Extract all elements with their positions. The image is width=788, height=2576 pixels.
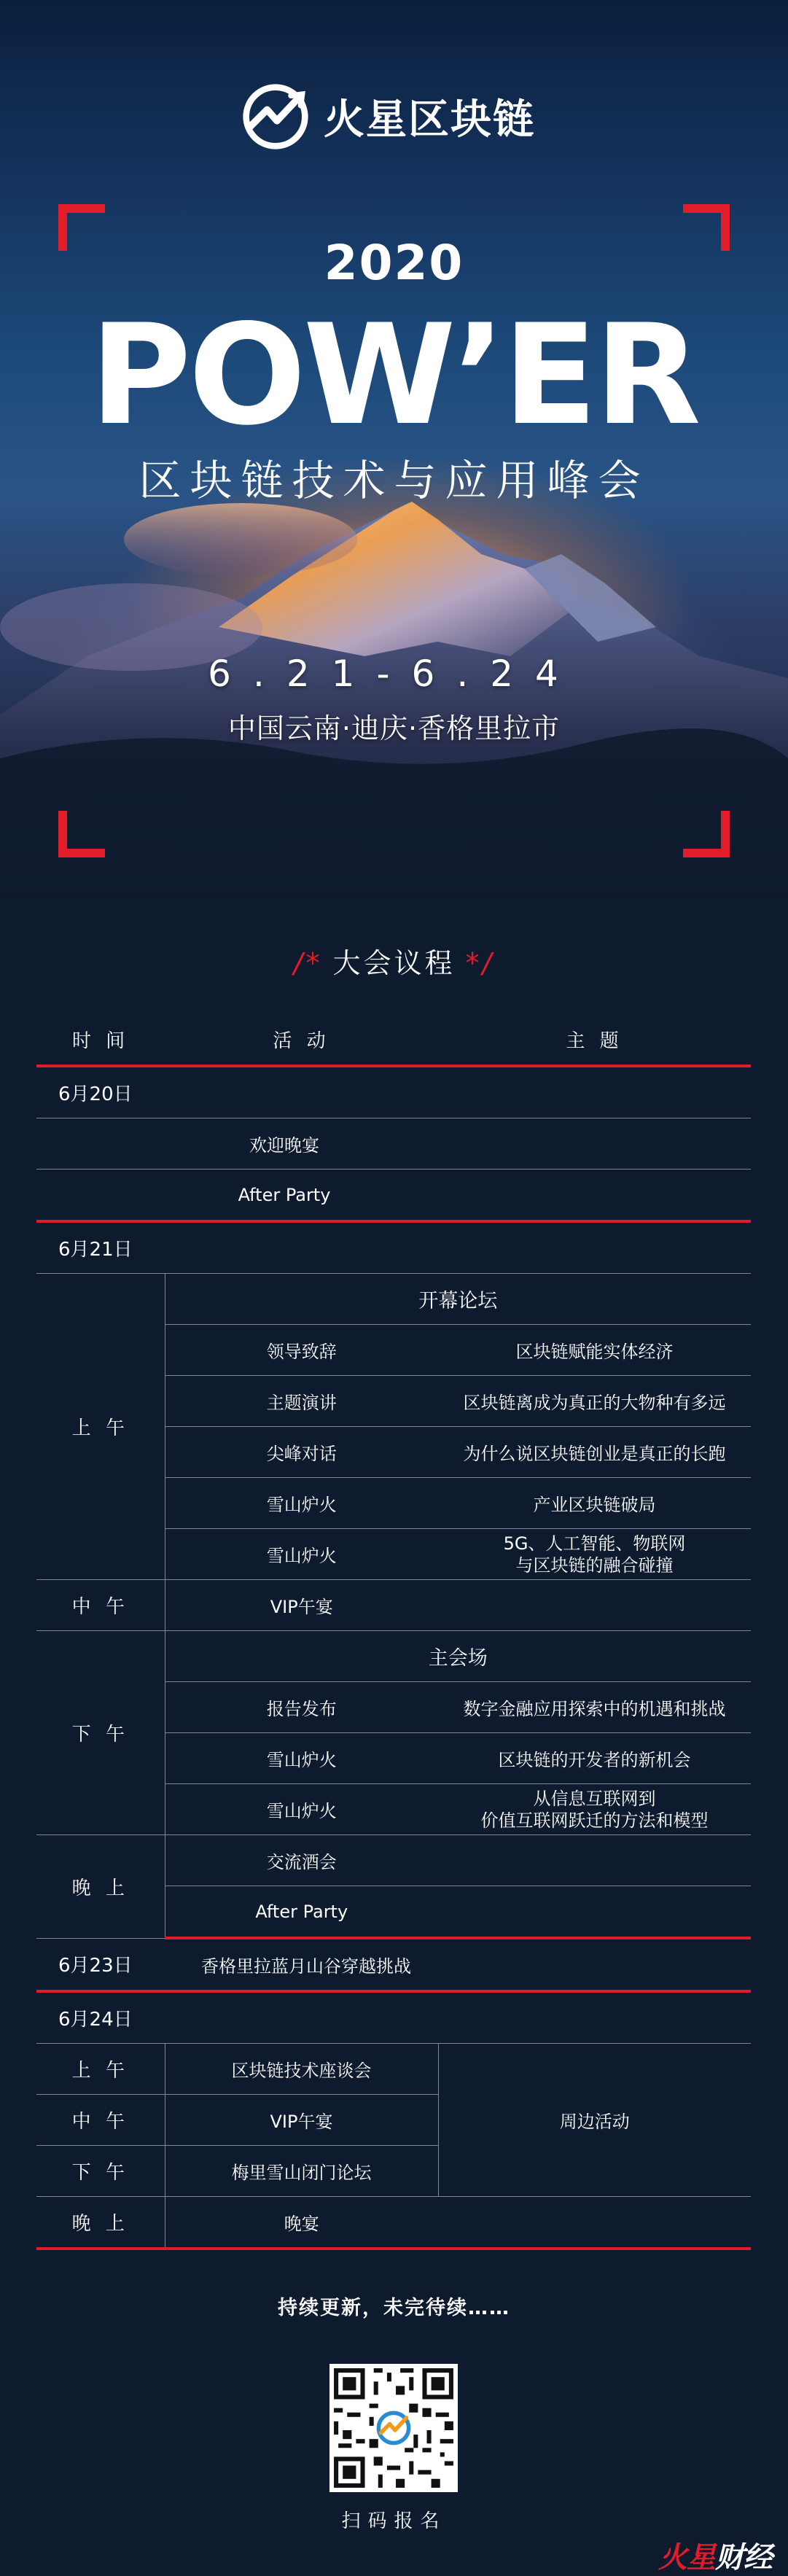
qr-code[interactable] <box>329 2364 458 2492</box>
event-year: 2020 <box>324 235 464 291</box>
activity-cell: 雪山炉火 <box>165 1529 438 1580</box>
topic-cell <box>438 1835 751 1886</box>
topic-cell <box>438 2197 751 2249</box>
activity-cell: 香格里拉蓝月山谷穿越挑战 <box>165 1938 438 1991</box>
brand-name: 火星区块链 <box>324 96 535 144</box>
date-label: 6月20日 <box>36 1066 751 1118</box>
topic-line: 与区块链的融合碰撞 <box>515 1554 674 1576</box>
table-row <box>36 1118 751 1170</box>
topic-cell: 区块链赋能实体经济 <box>438 1325 751 1376</box>
event-location: 中国云南·迪庆·香格里拉市 <box>227 712 561 744</box>
topic-cell <box>438 1784 751 1835</box>
topic-cell <box>438 1529 751 1580</box>
activity-cell: 报告发布 <box>165 1682 438 1733</box>
table-row <box>36 1835 751 1886</box>
more-notice: 持续更新，未完待续…… <box>278 2297 510 2319</box>
watermark-logo <box>658 2534 772 2576</box>
event-title: POW’ER <box>90 295 698 456</box>
watermark-part-red: 火星 <box>658 2541 715 2575</box>
header-time: 时 间 <box>36 1013 165 1066</box>
activity-cell: 晚宴 <box>165 2197 438 2249</box>
activity-cell: 主题演讲 <box>165 1376 438 1427</box>
period-label: 上 午 <box>36 2044 165 2095</box>
activity-cell: VIP午宴 <box>165 1580 438 1631</box>
period-label: 中 午 <box>36 2095 165 2146</box>
activity-cell: 尖峰对话 <box>165 1427 438 1478</box>
topic-line: 5G、人工智能、物联网 <box>503 1533 686 1554</box>
date-row <box>36 1221 751 1274</box>
brand-logo <box>241 80 535 153</box>
header-activity: 活 动 <box>165 1013 438 1066</box>
topic-cell <box>438 1580 751 1631</box>
period-label: 中 午 <box>36 1580 165 1631</box>
date-label: 6月23日 <box>36 1938 165 1991</box>
topic-cell: 为什么说区块链创业是真正的长跑 <box>438 1427 751 1478</box>
header-topic: 主 题 <box>438 1013 751 1066</box>
date-label: 6月24日 <box>36 1991 751 2044</box>
activity-cell: 欢迎晚宴 <box>36 1118 751 1170</box>
period-label: 晚 上 <box>36 1835 165 1939</box>
topic-cell: 区块链的开发者的新机会 <box>438 1733 751 1784</box>
topic-line: 价值互联网跃迁的方法和模型 <box>480 1810 709 1831</box>
hero-banner <box>0 0 788 897</box>
heading-mark-right: */ <box>465 947 495 979</box>
side-event-cell: 周边活动 <box>438 2044 751 2197</box>
activity-cell: 雪山炉火 <box>165 1733 438 1784</box>
table-row <box>36 1170 751 1222</box>
event-dates: 6.21-6.24 <box>208 653 580 695</box>
activity-cell: After Party <box>165 1886 438 1939</box>
frame-corner-bottom-right <box>683 811 730 857</box>
agenda-title: 大会议程 <box>332 947 456 979</box>
activity-cell: 梅里雪山闭门论坛 <box>165 2146 438 2197</box>
scan-to-register: 扫码报名 <box>341 2510 447 2532</box>
activity-cell: 雪山炉火 <box>165 1784 438 1835</box>
activity-cell: 领导致辞 <box>165 1325 438 1376</box>
event-subtitle: 区块链技术与应用峰会 <box>139 456 649 505</box>
period-label: 下 午 <box>36 2146 165 2197</box>
period-label: 上 午 <box>36 1274 165 1580</box>
logo-icon <box>241 82 311 152</box>
topic-cell: 区块链离成为真正的大物种有多远 <box>438 1376 751 1427</box>
table-row <box>36 1580 751 1631</box>
period-label: 下 午 <box>36 1631 165 1835</box>
table-row <box>36 2044 751 2095</box>
table-header-row <box>36 1013 751 1066</box>
topic-line: 从信息互联网到 <box>533 1788 656 1809</box>
period-label: 晚 上 <box>36 2197 165 2249</box>
date-row <box>36 1066 751 1118</box>
table-row <box>36 1274 751 1325</box>
activity-cell: VIP午宴 <box>165 2095 438 2146</box>
section-title: 主会场 <box>165 1631 751 1682</box>
table-row <box>36 2197 751 2249</box>
topic-cell: 产业区块链破局 <box>438 1478 751 1529</box>
heading-mark-left: /* <box>293 947 323 979</box>
date-row <box>36 1991 751 2044</box>
agenda-heading <box>0 941 788 981</box>
watermark-part-white: 财经 <box>715 2541 772 2575</box>
activity-cell: 雪山炉火 <box>165 1478 438 1529</box>
section-title: 开幕论坛 <box>165 1274 751 1325</box>
agenda-table <box>36 1013 751 2250</box>
topic-cell: 数字金融应用探索中的机遇和挑战 <box>438 1682 751 1733</box>
table-row <box>36 1631 751 1682</box>
activity-cell: After Party <box>36 1170 751 1222</box>
date-label: 6月21日 <box>36 1221 751 1274</box>
activity-cell: 区块链技术座谈会 <box>165 2044 438 2095</box>
activity-cell: 交流酒会 <box>165 1835 438 1886</box>
table-row <box>36 1938 751 1991</box>
frame-corner-bottom-left <box>58 811 105 857</box>
topic-cell <box>438 1938 751 1991</box>
topic-cell <box>438 1886 751 1939</box>
